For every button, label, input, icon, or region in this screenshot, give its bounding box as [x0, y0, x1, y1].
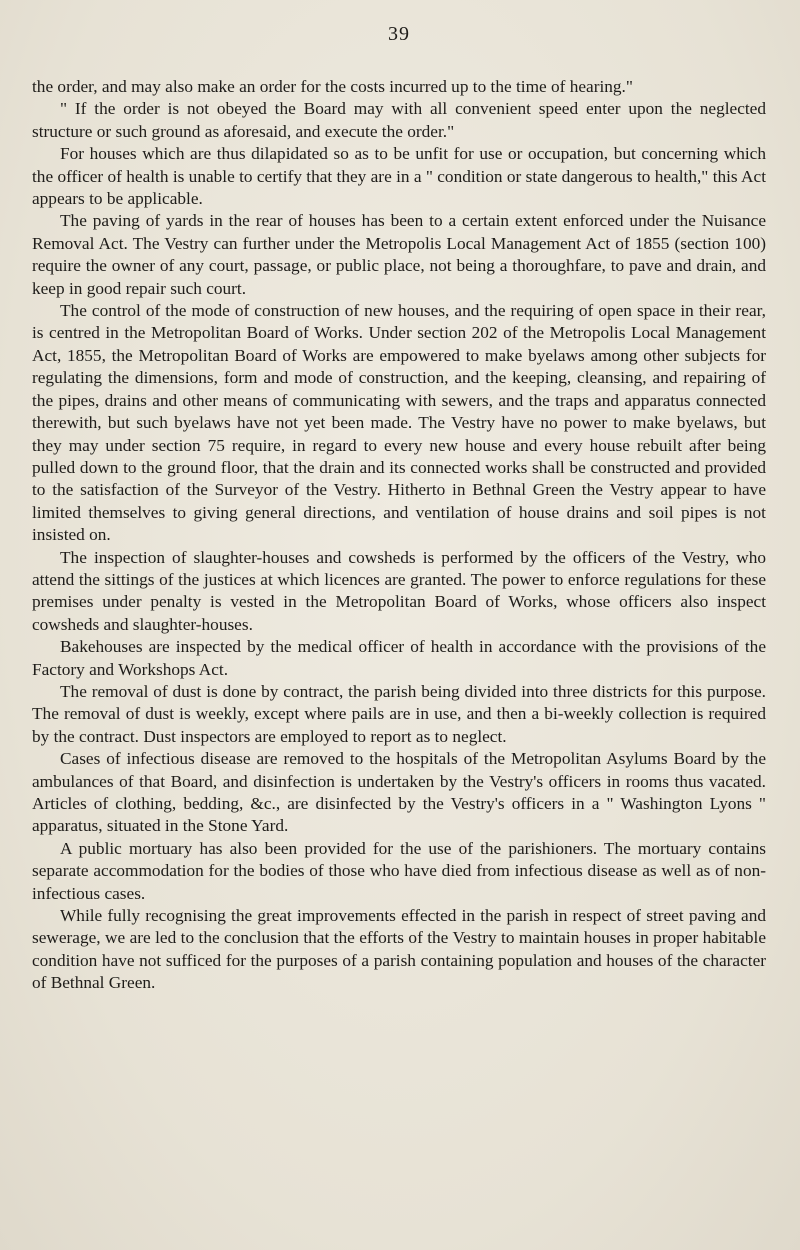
body-text	[32, 76, 766, 995]
paragraph-1: the order, and may also make an order for the costs incurred up to the time of hearing."	[32, 77, 633, 96]
paragraph-7: Bakehouses are inspected by the medical officer of health in accordance with the provisions of the Factory and Workshops Act.	[32, 637, 766, 679]
paragraph-8: The removal of dust is done by contract, the parish being divided into three districts for this purpose. The removal of dust is weekly, except where pails are in use, and then a bi-weekly collection is required by the contract. Dust inspectors are employed to report as to neglect.	[32, 681, 766, 746]
paragraph-9: Cases of infectious disease are removed to the hospitals of the Metropolitan Asylums Board by the ambulances of that Board, and disinfection is undertaken by the Vestry's officers in rooms thus vacated. Articles of clothing, bedding, &c., are disinfected by the Vestry's officers in a " Washington Lyons " apparatus, situated in the Stone Yard.	[32, 749, 766, 836]
paragraph-4: The paving of yards in the rear of houses has been to a certain extent enforced under the Nuisance Removal Act. The Vestry can further under the Metropolis Local Management Act of 1855 (section 100) require the owner of any court, passage, or public place, not being a thoroughfare, to pave and drain, and keep in good repair such court.	[32, 211, 766, 298]
paragraph-6: The inspection of slaughter-houses and cowsheds is performed by the officers of the Vestry, who attend the sittings of the justices at which licences are granted. The power to enforce regulations for these premises under penalty is vested in the Metropolitan Board of Works, whose officers also inspect cowsheds and slaughter-houses.	[32, 547, 766, 634]
page-number: 39	[388, 23, 410, 45]
paragraph-10: A public mortuary has also been provided for the use of the parishioners. The mortuary contains separate accommodation for the bodies of those who have died from infectious disease as well as of non-infectious cases.	[32, 838, 766, 903]
paragraph-5: The control of the mode of construction of new houses, and the requiring of open space in their rear, is centred in the Metropolitan Board of Works. Under section 202 of the Metropolis Local Management Act, 1855, the Metropolitan Board of Works are empowered to make byelaws among other subjects for regulating the dimensions, form and mode of construction, and the keeping, cleansing, and repairing of the pipes, drains and other means of communicating with sewers, and the traps and apparatus connected therewith, but such byelaws have not yet been made. The Vestry have no power to make byelaws, but they may under section 75 require, in regard to every new house and every house rebuilt after being pulled down to the ground floor, that the drain and its connected works shall be constructed and provided to the satisfaction of the Surveyor of the Vestry. Hitherto in Bethnal Green the Vestry appear to have limited themselves to giving general directions, and ventilation of house drains and soil pipes is not insisted on.	[32, 301, 766, 545]
paragraph-11: While fully recognising the great improvements effected in the parish in respect of street paving and sewerage, we are led to the conclusion that the efforts of the Vestry to maintain houses in proper habitable condition have not sufficed for the purposes of a parish containing population and houses of the character of Bethnal Green.	[32, 906, 766, 993]
paragraph-2: " If the order is not obeyed the Board may with all convenient speed enter upon the neglected structure or such ground as aforesaid, and execute the order."	[32, 99, 766, 141]
paragraph-3: For houses which are thus dilapidated so as to be unfit for use or occupation, but concerning which the officer of health is unable to certify that they are in a " condition or state dangerous to health," this Act appears to be applicable.	[32, 144, 766, 209]
